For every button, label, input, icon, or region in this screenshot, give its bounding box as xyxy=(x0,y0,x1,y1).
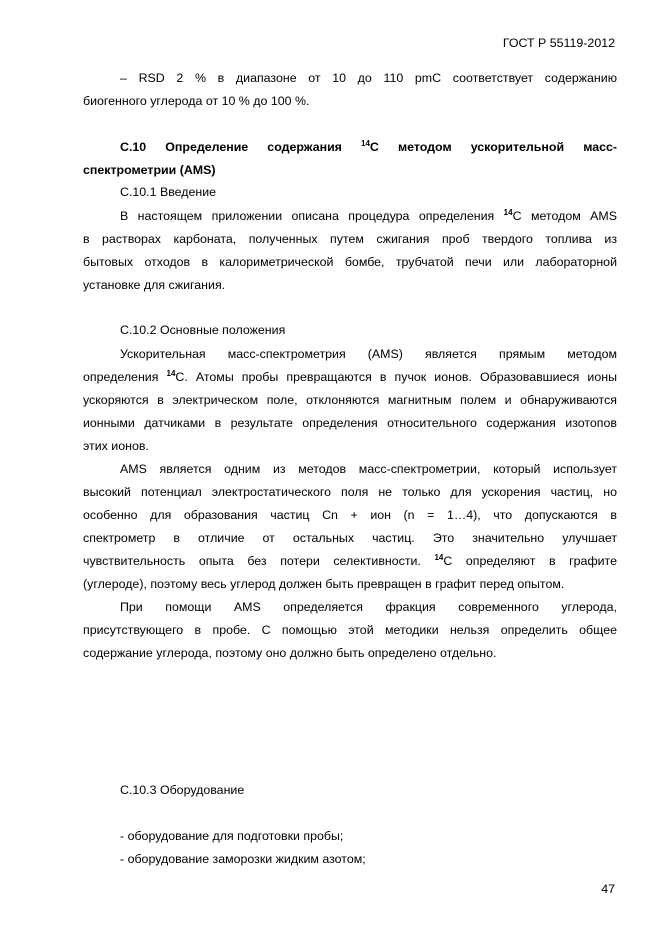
paragraph-line: установке для сжигания. xyxy=(83,278,226,292)
paragraph-line: содержание углерода, поэтому оно должно быть определено отдельно. xyxy=(83,646,497,660)
paragraph-line: присутствующего в пробе. С помощью этой методики нельзя определить общее xyxy=(83,623,617,637)
paragraph-line: (углероде), поэтому весь углерод должен быть превращен в графит перед опытом. xyxy=(83,577,565,591)
paragraph-line: В настоящем приложении описана процедура определения $^{14}$С методом AMS xyxy=(120,208,617,223)
paragraph-line: Ускорительная масс-спектрометрия (AMS) является прямым методом xyxy=(120,347,617,361)
subsection-heading: С.10.3 Оборудование xyxy=(120,783,245,797)
paragraph-line: – RSD 2 % в диапазоне от 10 до 110 pmC соответствует содержанию xyxy=(120,71,617,85)
paragraph-line: этих ионов. xyxy=(83,439,149,453)
paragraph-line: ионными датчиками в результате определения относительного содержания изотопов xyxy=(83,416,617,430)
paragraph-line: При помощи AMS определяется фракция современного углерода, xyxy=(120,600,617,614)
paragraph-line: высокий потенциал электростатического поля не только для ускорения частиц, но xyxy=(83,485,617,499)
paragraph-line: определения $^{14}$С. Атомы пробы превращаются в пучок ионов. Образовавшиеся ионы xyxy=(83,369,617,384)
paragraph-line: ускоряются в электрическом поле, отклоняются магнитным полем и обнаруживаются xyxy=(83,393,617,407)
superscript: 14 xyxy=(434,553,444,562)
page-number: 47 xyxy=(601,882,615,896)
paragraph-line: в растворах карбоната, полученных путем сжигания проб твердого топлива из xyxy=(83,232,617,246)
superscript: 14 xyxy=(166,369,176,378)
paragraph-line: биогенного углерода от 10 % до 100 %. xyxy=(83,94,310,108)
list-item: - оборудование заморозки жидким азотом; xyxy=(120,852,366,866)
list-item: - оборудование для подготовки пробы; xyxy=(120,829,344,843)
subsection-heading: С.10.1 Введение xyxy=(120,185,217,199)
section-title: С.10 Определение содержания $^{14}$С методом ускорительной масс- xyxy=(120,139,617,154)
superscript: 14 xyxy=(361,139,370,148)
document-header: ГОСТ Р 55119-2012 xyxy=(502,36,615,50)
paragraph-line: особенно для образования частиц Cn + ион (n = 1…4), что допускаются в xyxy=(83,508,617,522)
paragraph-line: AMS является одним из методов масс-спектрометрии, который использует xyxy=(120,462,617,476)
superscript: 14 xyxy=(503,208,513,217)
paragraph-line: спектрометр в отличие от остальных частиц. Это значительно улучшает xyxy=(83,531,617,545)
paragraph-line: бытовых отходов в калориметрической бомбе, трубчатой печи или лабораторной xyxy=(83,255,617,269)
section-title-continued: спектрометрии (AMS) xyxy=(83,163,216,177)
paragraph-line: чувствительность опыта без потери селективности. $^{14}$С определяют в графите xyxy=(83,553,617,568)
subsection-heading: С.10.2 Основные положения xyxy=(120,323,286,337)
